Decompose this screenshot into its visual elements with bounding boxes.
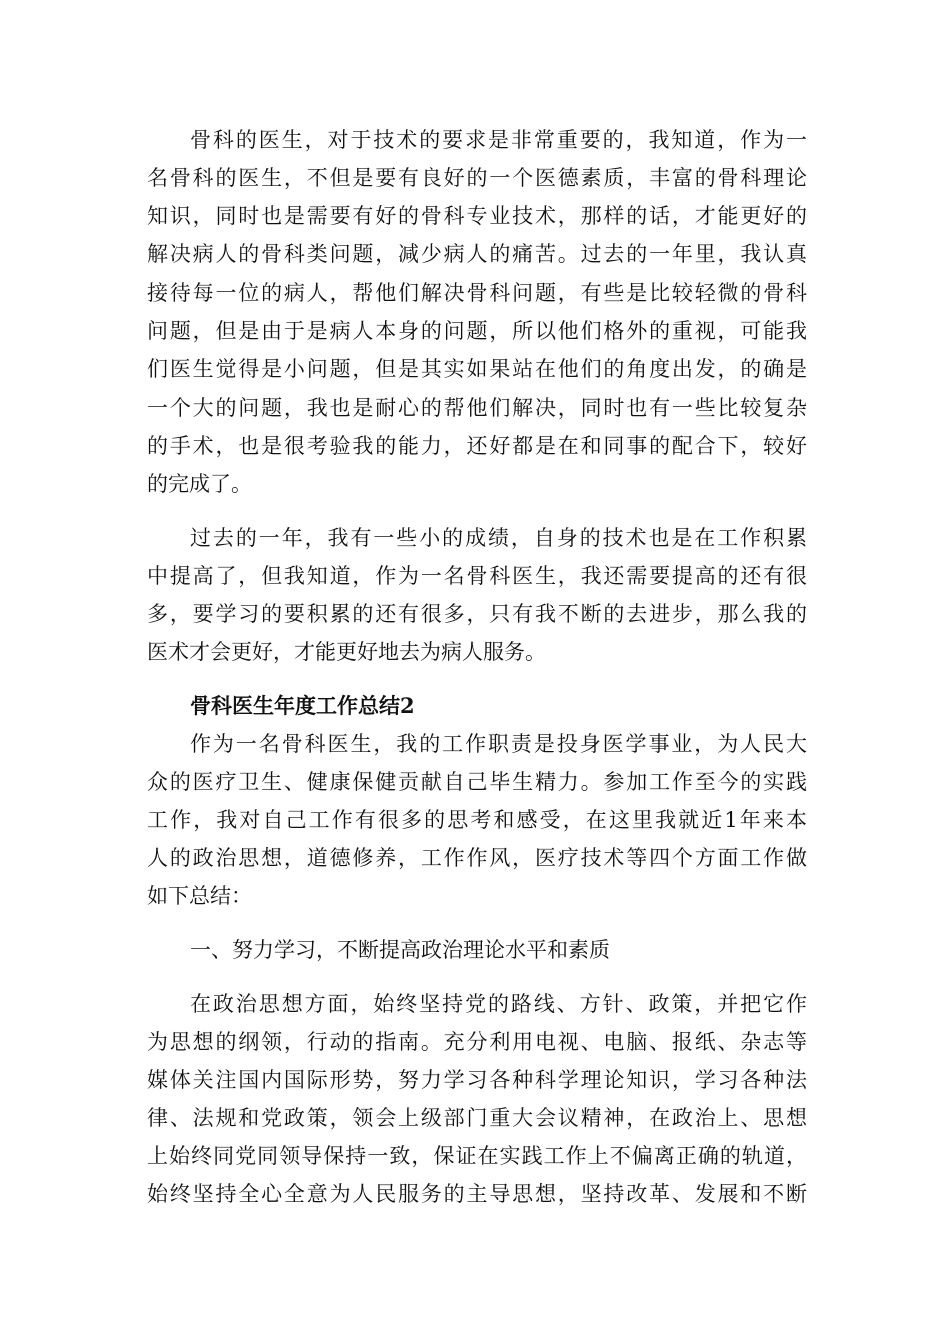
paragraph-2-line-2: 中提高了，但我知道，作为一名骨科医生，我还需要提高的还有很 (147, 564, 807, 588)
paragraph-1-line-10: 的完成了。 (147, 472, 252, 496)
paragraph-4-line-2: 为思想的纲领，行动的指南。充分利用电视、电脑、报纸、杂志等 (147, 1030, 807, 1054)
section-1-title: 一、努力学习，不断提高政治理论水平和素质 (190, 938, 610, 962)
paragraph-4-line-1: 在政治思想方面，始终坚持党的路线、方针、政策，并把它作 (190, 992, 807, 1016)
paragraph-1-line-1: 骨科的医生，对于技术的要求是非常重要的，我知道，作为一 (190, 128, 807, 152)
paragraph-2-line-4: 医术才会更好，才能更好地去为病人服务。 (147, 640, 546, 664)
paragraph-1-line-7: 们医生觉得是小问题，但是其实如果站在他们的角度出发，的确是 (147, 357, 807, 381)
section-heading: 骨科医生年度工作总结2 (190, 693, 415, 718)
paragraph-4-line-6: 始终坚持全心全意为人民服务的主导思想，坚持改革、发展和不断 (147, 1182, 807, 1206)
paragraph-1-line-3: 知识，同时也是需要有好的骨科专业技术，那样的话，才能更好的 (147, 204, 807, 228)
paragraph-4-line-4: 律、法规和党政策，领会上级部门重大会议精神，在政治上、思想 (147, 1106, 807, 1130)
paragraph-3-line-1: 作为一名骨科医生，我的工作职责是投身医学事业，为人民大 (190, 732, 807, 756)
paragraph-3-line-4: 人的政治思想，道德修养，工作作风，医疗技术等四个方面工作做 (147, 846, 807, 870)
paragraph-2-line-3: 多，要学习的要积累的还有很多，只有我不断的去进步，那么我的 (147, 602, 807, 626)
paragraph-2-line-1: 过去的一年，我有一些小的成绩，自身的技术也是在工作积累 (190, 526, 807, 550)
paragraph-3-line-2: 众的医疗卫生、健康保健贡献自己毕生精力。参加工作至今的实践 (147, 770, 807, 794)
paragraph-1-line-6: 问题，但是由于是病人本身的问题，所以他们格外的重视，可能我 (147, 319, 807, 343)
paragraph-1-line-9: 的手术，也是很考验我的能力，还好都是在和同事的配合下，较好 (147, 434, 807, 458)
paragraph-1-line-4: 解决病人的骨科类问题，减少病人的痛苦。过去的一年里，我认真 (147, 242, 807, 266)
paragraph-4-line-3: 媒体关注国内国际形势，努力学习各种科学理论知识，学习各种法 (147, 1068, 807, 1092)
paragraph-1-line-2: 名骨科的医生，不但是要有良好的一个医德素质，丰富的骨科理论 (147, 166, 807, 190)
paragraph-1-line-5: 接待每一位的病人，帮他们解决骨科问题，有些是比较轻微的骨科 (147, 281, 807, 305)
paragraph-3-line-3: 工作，我对自己工作有很多的思考和感受，在这里我就近1年来本 (147, 808, 807, 832)
paragraph-3-line-5: 如下总结： (147, 884, 252, 908)
paragraph-1-line-8: 一个大的问题，我也是耐心的帮他们解决，同时也有一些比较复杂 (147, 396, 807, 420)
paragraph-4-line-5: 上始终同党同领导保持一致，保证在实践工作上不偏离正确的轨道， (147, 1144, 807, 1168)
